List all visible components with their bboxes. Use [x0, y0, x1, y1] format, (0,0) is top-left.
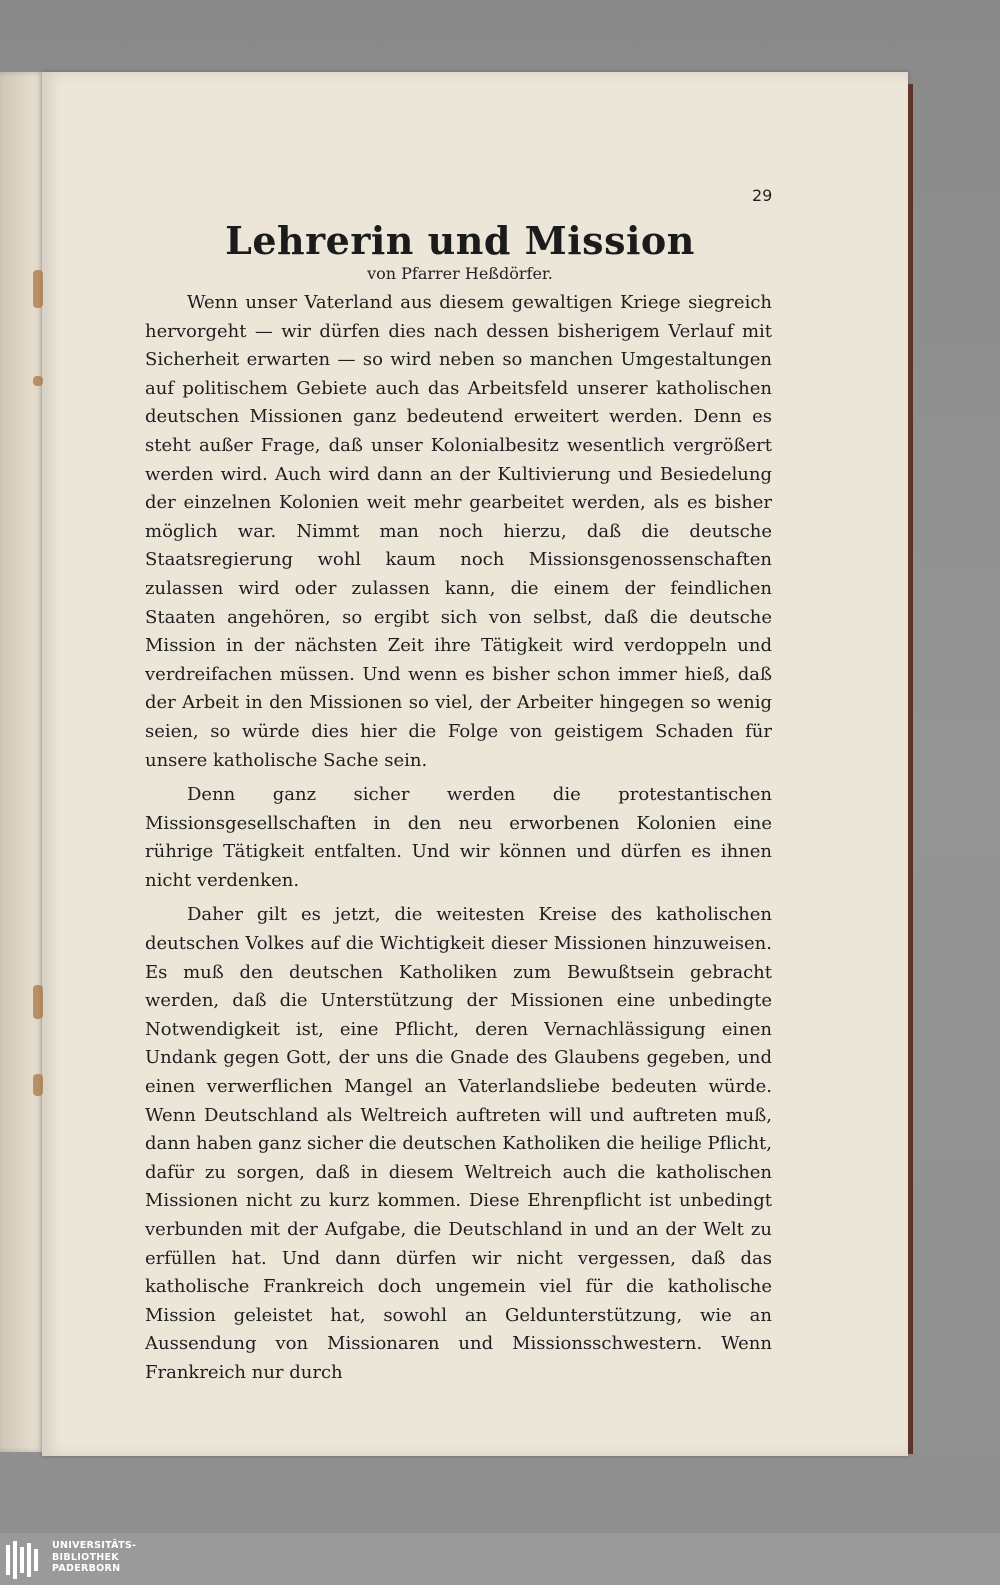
binding-stain [33, 985, 43, 1019]
logo-line: PADERBORN [52, 1563, 121, 1574]
footer-bar [0, 1533, 1000, 1585]
binding-stain [33, 1074, 43, 1096]
paragraph: Denn ganz sicher werden die protestantischen Missionsgesellschaften in den neu erworbenen Kolonien eine rührige Tätigkeit entfalten. Und wir können und dürfen es ihnen nicht verdenken. [145, 784, 772, 891]
logo-line: BIBLIOTHEK [52, 1551, 119, 1563]
library-bars-logo-icon [6, 1541, 40, 1579]
page-number: 29 [752, 186, 773, 205]
paragraph: Wenn unser Vaterland aus diesem gewaltigen Kriege siegreich hervorgeht — wir dürfen dies nach dessen bisherigem Verlauf mit Sicherheit erwarten — so wird neben so manchen Umgestaltungen auf politischem Gebiete auch das Arbeitsfeld unserer katholischen deutschen Missionen ganz bedeutend erweitert werden. Denn es steht außer Frage, daß unser Kolonialbesitz wesentlich vergrößert werden wird. Auch wird dann an der Kultivierung und Besiedelung der einzelnen Kolonien weit mehr gearbeitet werden, als es bisher möglich war. Nimmt man noch hierzu, daß die deutsche Staatsregierung wohl kaum noch Missionsgenossenschaften zulassen wird oder zulassen kann, die einem der feindlichen Staaten angehören, so ergibt sich von selbst, daß die deutsche Mission in der nächsten Zeit ihre Tätigkeit wird verdoppeln und verdreifachen müssen. Und wenn es bisher schon immer hieß, daß der Arbeit in den Missionen so viel, der Arbeiter hingegen so wenig seien, so würde dies hier die Folge von geistigem Schaden für unsere katholische Sache sein. [145, 292, 772, 771]
logo-line: UNIVERSITÄTS- [52, 1540, 137, 1551]
binding-stain [33, 270, 43, 308]
article-title: Lehrerin und Mission [225, 218, 695, 263]
article-byline: von Pfarrer Heßdörfer. [367, 264, 553, 283]
binding-stain [33, 376, 43, 386]
paragraph: Daher gilt es jetzt, die weitesten Kreise des katholischen deutschen Volkes auf die Wichtigkeit dieser Missionen hinzuweisen. Es muß den deutschen Katholiken zum Bewußtsein gebracht werden, daß die Unterstützung der Missionen eine unbedingte Notwendigkeit ist, eine Pflicht, deren Vernachlässigung einen Undank gegen Gott, der uns die Gnade des Glaubens gegeben, und einen verwerflichen Mangel an Vaterlandsliebe bedeuten würde. Wenn Deutschland als Weltreich auftreten will und auftreten muß, dann haben ganz sicher die deutschen Katholiken die heilige Pflicht, dafür zu sorgen, daß in diesem Weltreich auch die katholischen Missionen nicht zu kurz kommen. Diese Ehrenpflicht ist unbedingt verbunden mit der Aufgabe, die Deutschland in und an der Welt zu erfüllen hat. Und dann dürfen wir nicht vergessen, daß das katholische Frankreich doch ungemein viel für die katholische Mission geleistet hat, sowohl an Geldunterstützung, wie an Aussendung von Missionaren und Missionsschwestern. Wenn Frankreich nur durch [145, 904, 773, 1383]
library-logo-text [52, 1540, 136, 1575]
article-body [145, 289, 772, 1388]
